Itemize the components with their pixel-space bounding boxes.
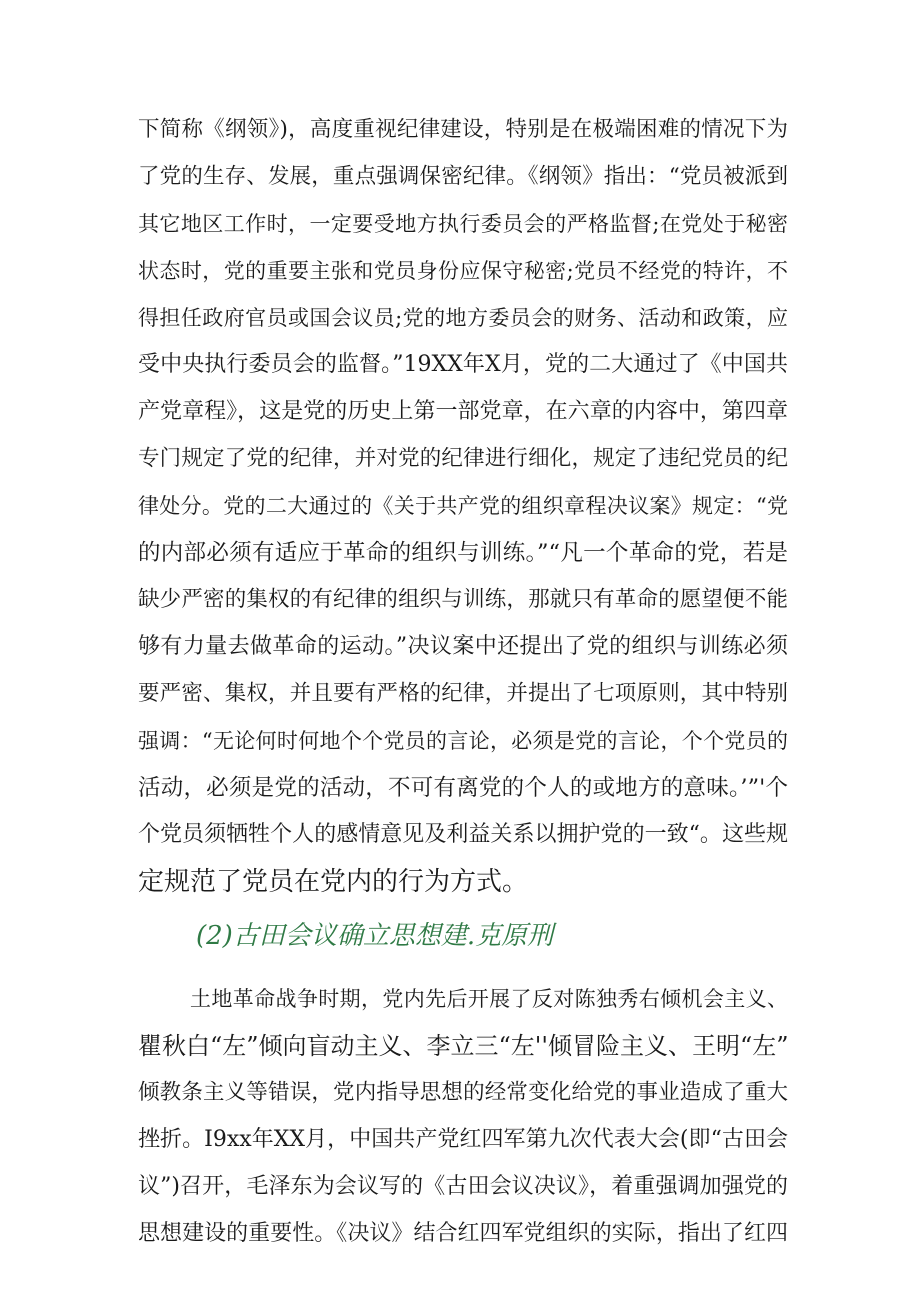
paragraph-line: 状态时，党的重要主张和党员身份应保守秘密;党员不经党的特许，不 xyxy=(138,259,788,283)
paragraph-line: 缺少严密的集权的有纪律的组织与训练，那就只有革命的愿望便不能 xyxy=(138,587,788,612)
paragraph-line: 定规范了党员在党内的行为方式。 xyxy=(138,867,529,897)
paragraph-line: 强调：“无论何时何地个个党员的言论，必须是党的言论，个个党员的 xyxy=(138,729,788,753)
paragraph-line: 议”)召开，毛泽东为会议写的《古田会议决议》，着重强调加强党的 xyxy=(138,1174,788,1199)
paragraph-line: 活动，必须是党的活动，不可有离党的个人的或地方的意味。’”'个 xyxy=(138,775,788,801)
paragraph-line: 专门规定了党的纪律，并对党的纪律进行细化，规定了违纪党员的纪 xyxy=(138,446,788,471)
paragraph-line: 思想建设的重要性。《决议》结合红四军党组织的实际，指出了红四 xyxy=(138,1221,788,1246)
paragraph-line: 受中央执行委员会的监督。”19XX年X月，党的二大通过了《中国共 xyxy=(138,352,788,377)
paragraph-line: 律处分。党的二大通过的《关于共产党的组织章程决议案》规定：“党 xyxy=(138,494,788,518)
paragraph-line: 倾教条主义等错误，党内指导思想的经常变化给党的事业造成了重大 xyxy=(138,1080,788,1105)
paragraph-line: 个党员须牺牲个人的感情意见及利益关系以拥护党的一致“。这些规 xyxy=(138,822,788,847)
paragraph-line: 要严密、集权，并且要有严格的纪律，并提出了七项原则，其中特别 xyxy=(138,681,788,706)
paragraph-line: 够有力量去做革命的运动。”决议案中还提出了党的组织与训练必须 xyxy=(138,634,788,659)
paragraph-line: 得担任政府官员或国会议员;党的地方委员会的财务、活动和政策，应 xyxy=(138,306,788,330)
paragraph-line: 了党的生存、发展，重点强调保密纪律。《纲领》指出：“党员被派到 xyxy=(138,164,788,189)
section-heading: (2)古田会议确立思想建.克原刑 xyxy=(196,921,554,951)
paragraph-line: 瞿秋白“左”倾向盲动主义、李立三“左''倾冒险主义、王明“左” xyxy=(138,1032,789,1060)
paragraph-line: 挫折。I9xx年XX月，中国共产党红四军第九次代表大会(即“古田会 xyxy=(138,1127,788,1152)
paragraph-line: 产党章程》，这是党的历史上第一部党章，在六章的内容中，第四章 xyxy=(138,399,788,424)
paragraph-line: 其它地区工作时，一定要受地方执行委员会的严格监督;在党处于秘密 xyxy=(138,212,788,236)
paragraph-line: 下简称《纲领》)，高度重视纪律建设，特别是在极端困难的情况下为 xyxy=(138,117,788,142)
paragraph-line: 土地革命战争时期，党内先后开展了反对陈独秀右倾机会主义、 xyxy=(190,987,788,1011)
paragraph-line: 的内部必须有适应于革命的组织与训练。”“凡一个革命的党，若是 xyxy=(138,540,788,566)
